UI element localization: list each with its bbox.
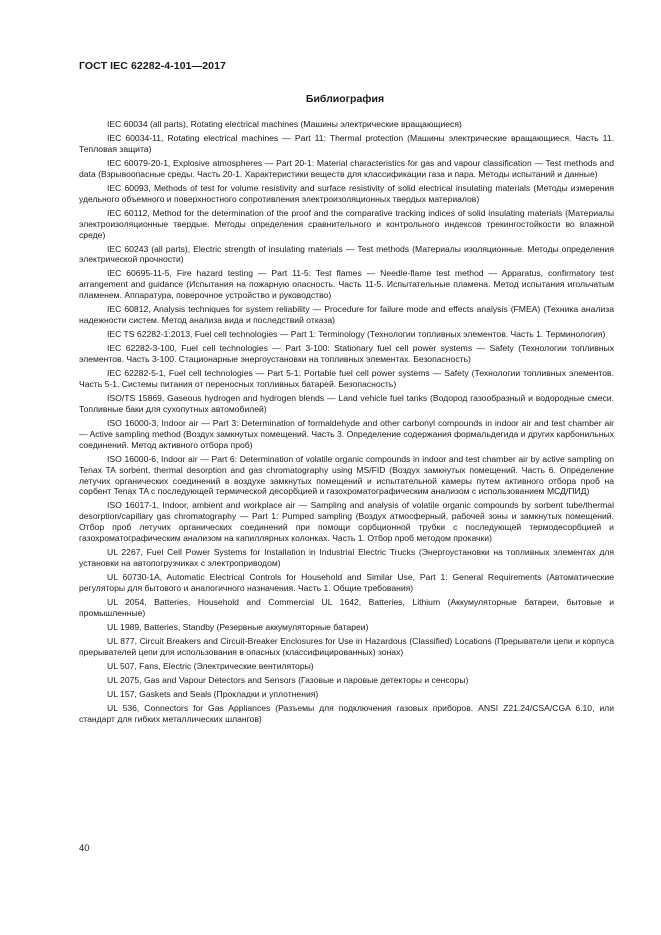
bibliography-entry: IEC 60112, Method for the determination of the proof and the comparative tracking indices of solid insulating materials (Материалы электроизоляционные твердые. Методы определения сравнительного и контрольного индексов трекингостойкости во влажной среде) bbox=[79, 207, 614, 240]
section-title-bibliography: Библиография bbox=[305, 93, 385, 105]
bibliography-entry: UL 2075, Gas and Vapour Detectors and Sensors (Газовые и паровые детекторы и сенсоры) bbox=[107, 674, 469, 685]
bibliography-entry: ISO 16000-6, Indoor air — Part 6: Determination of volatile organic compounds in indoor and test chamber air by active sampling on Tenax TA sorbent, thermal desorption and gas chromatography using MS/FID (Воздух замкнутых помещений. Часть 6. Определение летучих органических соединений в воздухе замкнутых помещений и испытательной камеры путем активного отбора проб на сорбент Tenax TA с последующей термической десорбцией и газохроматографическим анализом с использованием МСД/ПИД) bbox=[79, 453, 614, 497]
bibliography-entry: ISO 16000-3, Indoor air — Part 3: Determination of formaldehyde and other carbonyl compounds in indoor air and test chamber air — Active sampling method (Воздух замкнутых помещений. Часть 3. Определение содержания формальдегида и других карбонильных соединений. Метод активного отбора проб) bbox=[79, 417, 614, 450]
bibliography-entry: IEC 60093, Methods of test for volume resistivity and surface resistivity of solid electrical insulating materials (Методы измерения удельного объемного и поверхностного сопротивления электроизоляционных твердых материалов) bbox=[79, 182, 614, 204]
bibliography-entry: UL 877, Circuit Breakers and Circuit-Breaker Enclosures for Use in Hazardous (Classified) Locations (Прерыватели цепи и корпуса прерывателей цепи для использования в опасных (классифицированных) зонах) bbox=[79, 635, 614, 657]
bibliography-entry: IEC 60034 (all parts), Rotating electrical machines (Машины электрические вращающиеся) bbox=[107, 119, 462, 129]
bibliography-entry: IEC 60079-20-1, Explosive atmospheres — Part 20-1: Material characteristics for gas and vapour classification — Test methods and data (Взрывоопасные среды. Часть 20-1. Характеристики веществ для классификации газа и пара. Методы испытаний и данные) bbox=[79, 157, 614, 179]
bibliography-entry: UL 507, Fans, Electric (Электрические вентиляторы) bbox=[107, 660, 314, 671]
bibliography-entry: IEC 60812, Analysis techniques for system reliability — Procedure for failure mode and effects analysis (FMEA) (Техника анализа надежности систем. Метод анализа вида и последствий отказа) bbox=[79, 304, 614, 326]
bibliography-entry: ISO/TS 15869, Gaseous hydrogen and hydrogen blends — Land vehicle fuel tanks (Водород газообразный и водородные смеси. Топливные баки для сухопутных автомобилей) bbox=[79, 392, 614, 414]
document-code-header: ГОСТ IEC 62282-4-101—2017 bbox=[79, 60, 226, 72]
bibliography-list bbox=[79, 119, 614, 728]
bibliography-entry: UL 1989, Batteries, Standby (Резервные аккумуляторные батареи) bbox=[107, 621, 369, 632]
bibliography-entry: IEC 60243 (all parts), Electric strength of insulating materials — Test methods (Материалы изоляционные. Методы определения электрической прочности) bbox=[79, 243, 614, 265]
bibliography-entry: IEC 60034-11, Rotating electrical machines — Part 11: Thermal protection (Машины электрические вращающиеся. Часть 11. Тепловая защита) bbox=[79, 133, 614, 154]
bibliography-entry: IEC 62282-5-1, Fuel cell technologies — Part 5-1: Portable fuel cell power systems — Safety (Технологии топливных элементов. Часть 5-1. Системы питания от переносных топливных батарей. Безопасность) bbox=[79, 368, 614, 389]
bibliography-entry: IEC 62282-3-100, Fuel cell technologies — Part 3-100: Stationary fuel cell power systems — Safety (Технологии топливных элементов. Часть 3-100. Стационарные энергоустановки на топливных элементах. Безопасность) bbox=[79, 343, 614, 365]
bibliography-entry: UL 536, Connectors for Gas Appliances (Разъемы для подключения газовых приборов. ANSI Z21.24/CSA/CGA 6.10, или стандарт для гибких металлических шлангов) bbox=[79, 702, 614, 724]
bibliography-entry: IEC TS 62282-1:2013, Fuel cell technologies — Part 1: Terminology (Технологии топливных элементов. Часть 1. Терминология) bbox=[107, 329, 606, 340]
bibliography-entry: IEC 60695-11-5, Fire hazard testing — Part 11-5: Test flames — Needle-flame test method — Apparatus, confirmatory test arrangement and guidance (Испытания на пожарную опасность. Часть 11-5. Испытательные пламена. Метод испытания игольчатым пламенем. Аппаратура, поверочное устройство и руководство) bbox=[79, 268, 614, 301]
bibliography-entry: UL 2054, Batteries, Household and Commercial UL 1642, Batteries, Lithium (Аккумуляторные батареи, бытовые и промышленные) bbox=[79, 596, 614, 618]
bibliography-entry: UL 2267, Fuel Cell Power Systems for Installation in Industrial Electric Trucks (Энергоустановки на топливных элементах для установки на автопогрузчиках с электроприводом) bbox=[79, 547, 614, 569]
page-number: 40 bbox=[79, 843, 90, 854]
bibliography-entry: ISO 16017-1, Indoor, ambient and workplace air — Sampling and analysis of volatile organic compounds by sorbent tube/thermal desorption/capillary gas chromatography — Part 1: Pumped sampling (Воздух атмосферный, рабочей зоны и замкнутых помещений. Отбор проб летучих органических соединений при помощи сорбционной трубки с последующей термодесорбцией и газохроматографическим анализом на капиллярных колонках. Часть 1. Отбор проб методом прокачки) bbox=[79, 500, 614, 544]
bibliography-entry: UL 157, Gaskets and Seals (Прокладки и уплотнения) bbox=[107, 688, 319, 699]
bibliography-entry: UL 60730-1A, Automatic Electrical Controls for Household and Similar Use, Part 1: General Requirements (Автоматические регуляторы для бытового и аналогичного назначения. Часть 1. Общие требования) bbox=[79, 572, 614, 593]
